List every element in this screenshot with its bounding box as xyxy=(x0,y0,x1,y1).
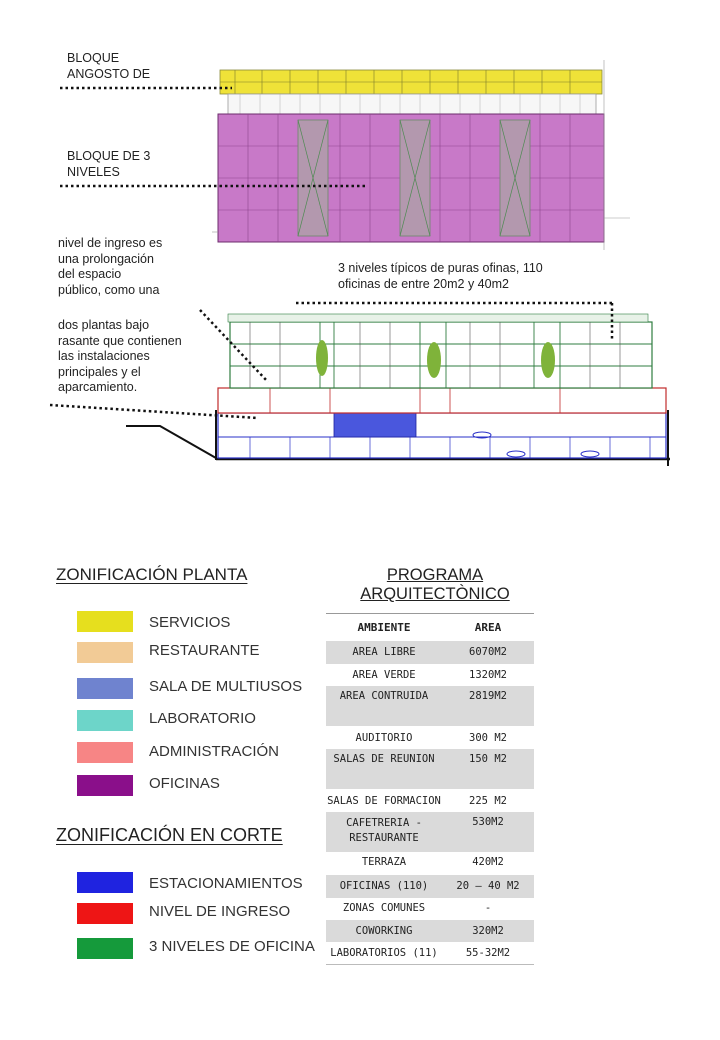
note-line: BLOQUE DE 3 xyxy=(67,149,151,163)
table-cell-area: 1320M2 xyxy=(469,669,507,681)
legend-label: RESTAURANTE xyxy=(149,642,260,659)
note-line: ANGOSTO DE xyxy=(67,66,151,81)
note-line: BLOQUE xyxy=(67,51,120,65)
legend-swatch xyxy=(77,903,133,924)
table-cell-ambiente: ZONAS COMUNES xyxy=(342,902,426,914)
table-cell-area: 55-32M2 xyxy=(465,947,511,959)
note-line: oficinas de entre 20m2 y 40m2 xyxy=(338,276,509,291)
table-row xyxy=(326,812,534,852)
note-line: público, como una xyxy=(58,282,160,297)
programa-table xyxy=(326,614,534,966)
table-cell-ambiente: TERRAZA xyxy=(361,856,407,868)
table-row xyxy=(326,942,534,966)
table-row xyxy=(326,875,534,898)
legend-corte-title: ZONIFICACIÓN EN CORTE xyxy=(56,825,283,845)
legend-label: OFICINAS xyxy=(149,775,220,792)
table-cell-area: 320M2 xyxy=(472,925,504,937)
table-row xyxy=(326,898,534,920)
programa-table-bottom-rule xyxy=(326,964,534,965)
programa-title xyxy=(340,566,530,604)
table-cell-area: 6070M2 xyxy=(469,646,507,658)
note-line: nivel de ingreso es xyxy=(58,236,163,250)
table-cell-ambiente: AREA CONTRUIDA xyxy=(339,690,429,702)
table-cell-ambiente: COWORKING xyxy=(355,925,413,937)
legend-label: 3 NIVELES DE OFICINA xyxy=(149,938,315,955)
table-cell-area: 225 M2 xyxy=(469,795,507,807)
table-row xyxy=(326,789,534,812)
table-row xyxy=(326,920,534,942)
table-row xyxy=(326,852,534,875)
note-line: una prolongación xyxy=(58,251,154,266)
legend-planta-title: ZONIFICACIÓN PLANTA xyxy=(56,565,248,584)
table-cell-area: 300 M2 xyxy=(469,732,507,744)
table-cell-area: 420M2 xyxy=(472,856,504,868)
table-row xyxy=(326,726,534,749)
table-row xyxy=(326,749,534,789)
legend-swatch xyxy=(77,872,133,893)
programa-title-line: ARQUITECTÒNICO xyxy=(360,585,510,603)
table-cell-ambiente: OFICINAS (110) xyxy=(339,880,429,892)
table-cell-ambiente: CAFETRERIA - RESTAURANTE xyxy=(346,817,422,844)
legend-label: SERVICIOS xyxy=(149,614,231,631)
note-line: aparcamiento. xyxy=(58,380,138,394)
column-header-area: AREA xyxy=(474,621,502,634)
table-row xyxy=(326,664,534,686)
table-cell-ambiente: LABORATORIOS (11) xyxy=(330,947,438,959)
table-cell-area: 530M2 xyxy=(472,816,504,828)
note-line: las instalaciones xyxy=(58,349,150,363)
note-line: dos plantas bajo xyxy=(58,318,150,332)
table-cell-ambiente: AREA VERDE xyxy=(352,669,416,681)
legend-label: ADMINISTRACIÓN xyxy=(149,743,280,760)
note-tres-niveles xyxy=(338,261,543,292)
legend-label: ESTACIONAMIENTOS xyxy=(149,875,303,892)
table-cell-area: - xyxy=(484,902,492,914)
programa-title-line: PROGRAMA xyxy=(386,566,484,584)
table-cell-ambiente: SALAS DE REUNION xyxy=(333,753,435,765)
note-line: principales y el xyxy=(58,364,141,379)
note-line: del espacio xyxy=(58,267,122,281)
legend-label: LABORATORIO xyxy=(149,710,256,727)
table-cell-ambiente: AUDITORIO xyxy=(355,732,413,744)
note-line: NIVELES xyxy=(67,164,120,179)
legend-label: SALA DE MULTIUSOS xyxy=(149,678,303,695)
table-cell-area: 20 – 40 M2 xyxy=(456,880,520,892)
table-cell-ambiente: AREA LIBRE xyxy=(352,646,416,658)
table-cell-area: 150 M2 xyxy=(469,753,507,765)
column-header-ambiente: AMBIENTE xyxy=(357,621,411,634)
note-line: 3 niveles típicos de puras ofinas, 110 xyxy=(338,261,543,275)
table-header-row xyxy=(326,614,534,641)
legend-swatch xyxy=(77,938,133,959)
table-cell-ambiente: SALAS DE FORMACION xyxy=(327,795,441,807)
legend-label: NIVEL DE INGRESO xyxy=(149,903,291,920)
table-row xyxy=(326,641,534,664)
table-cell-area: 2819M2 xyxy=(469,690,507,702)
table-row xyxy=(326,686,534,726)
note-line: rasante que contienen xyxy=(58,333,182,348)
legend-corte xyxy=(0,0,330,980)
